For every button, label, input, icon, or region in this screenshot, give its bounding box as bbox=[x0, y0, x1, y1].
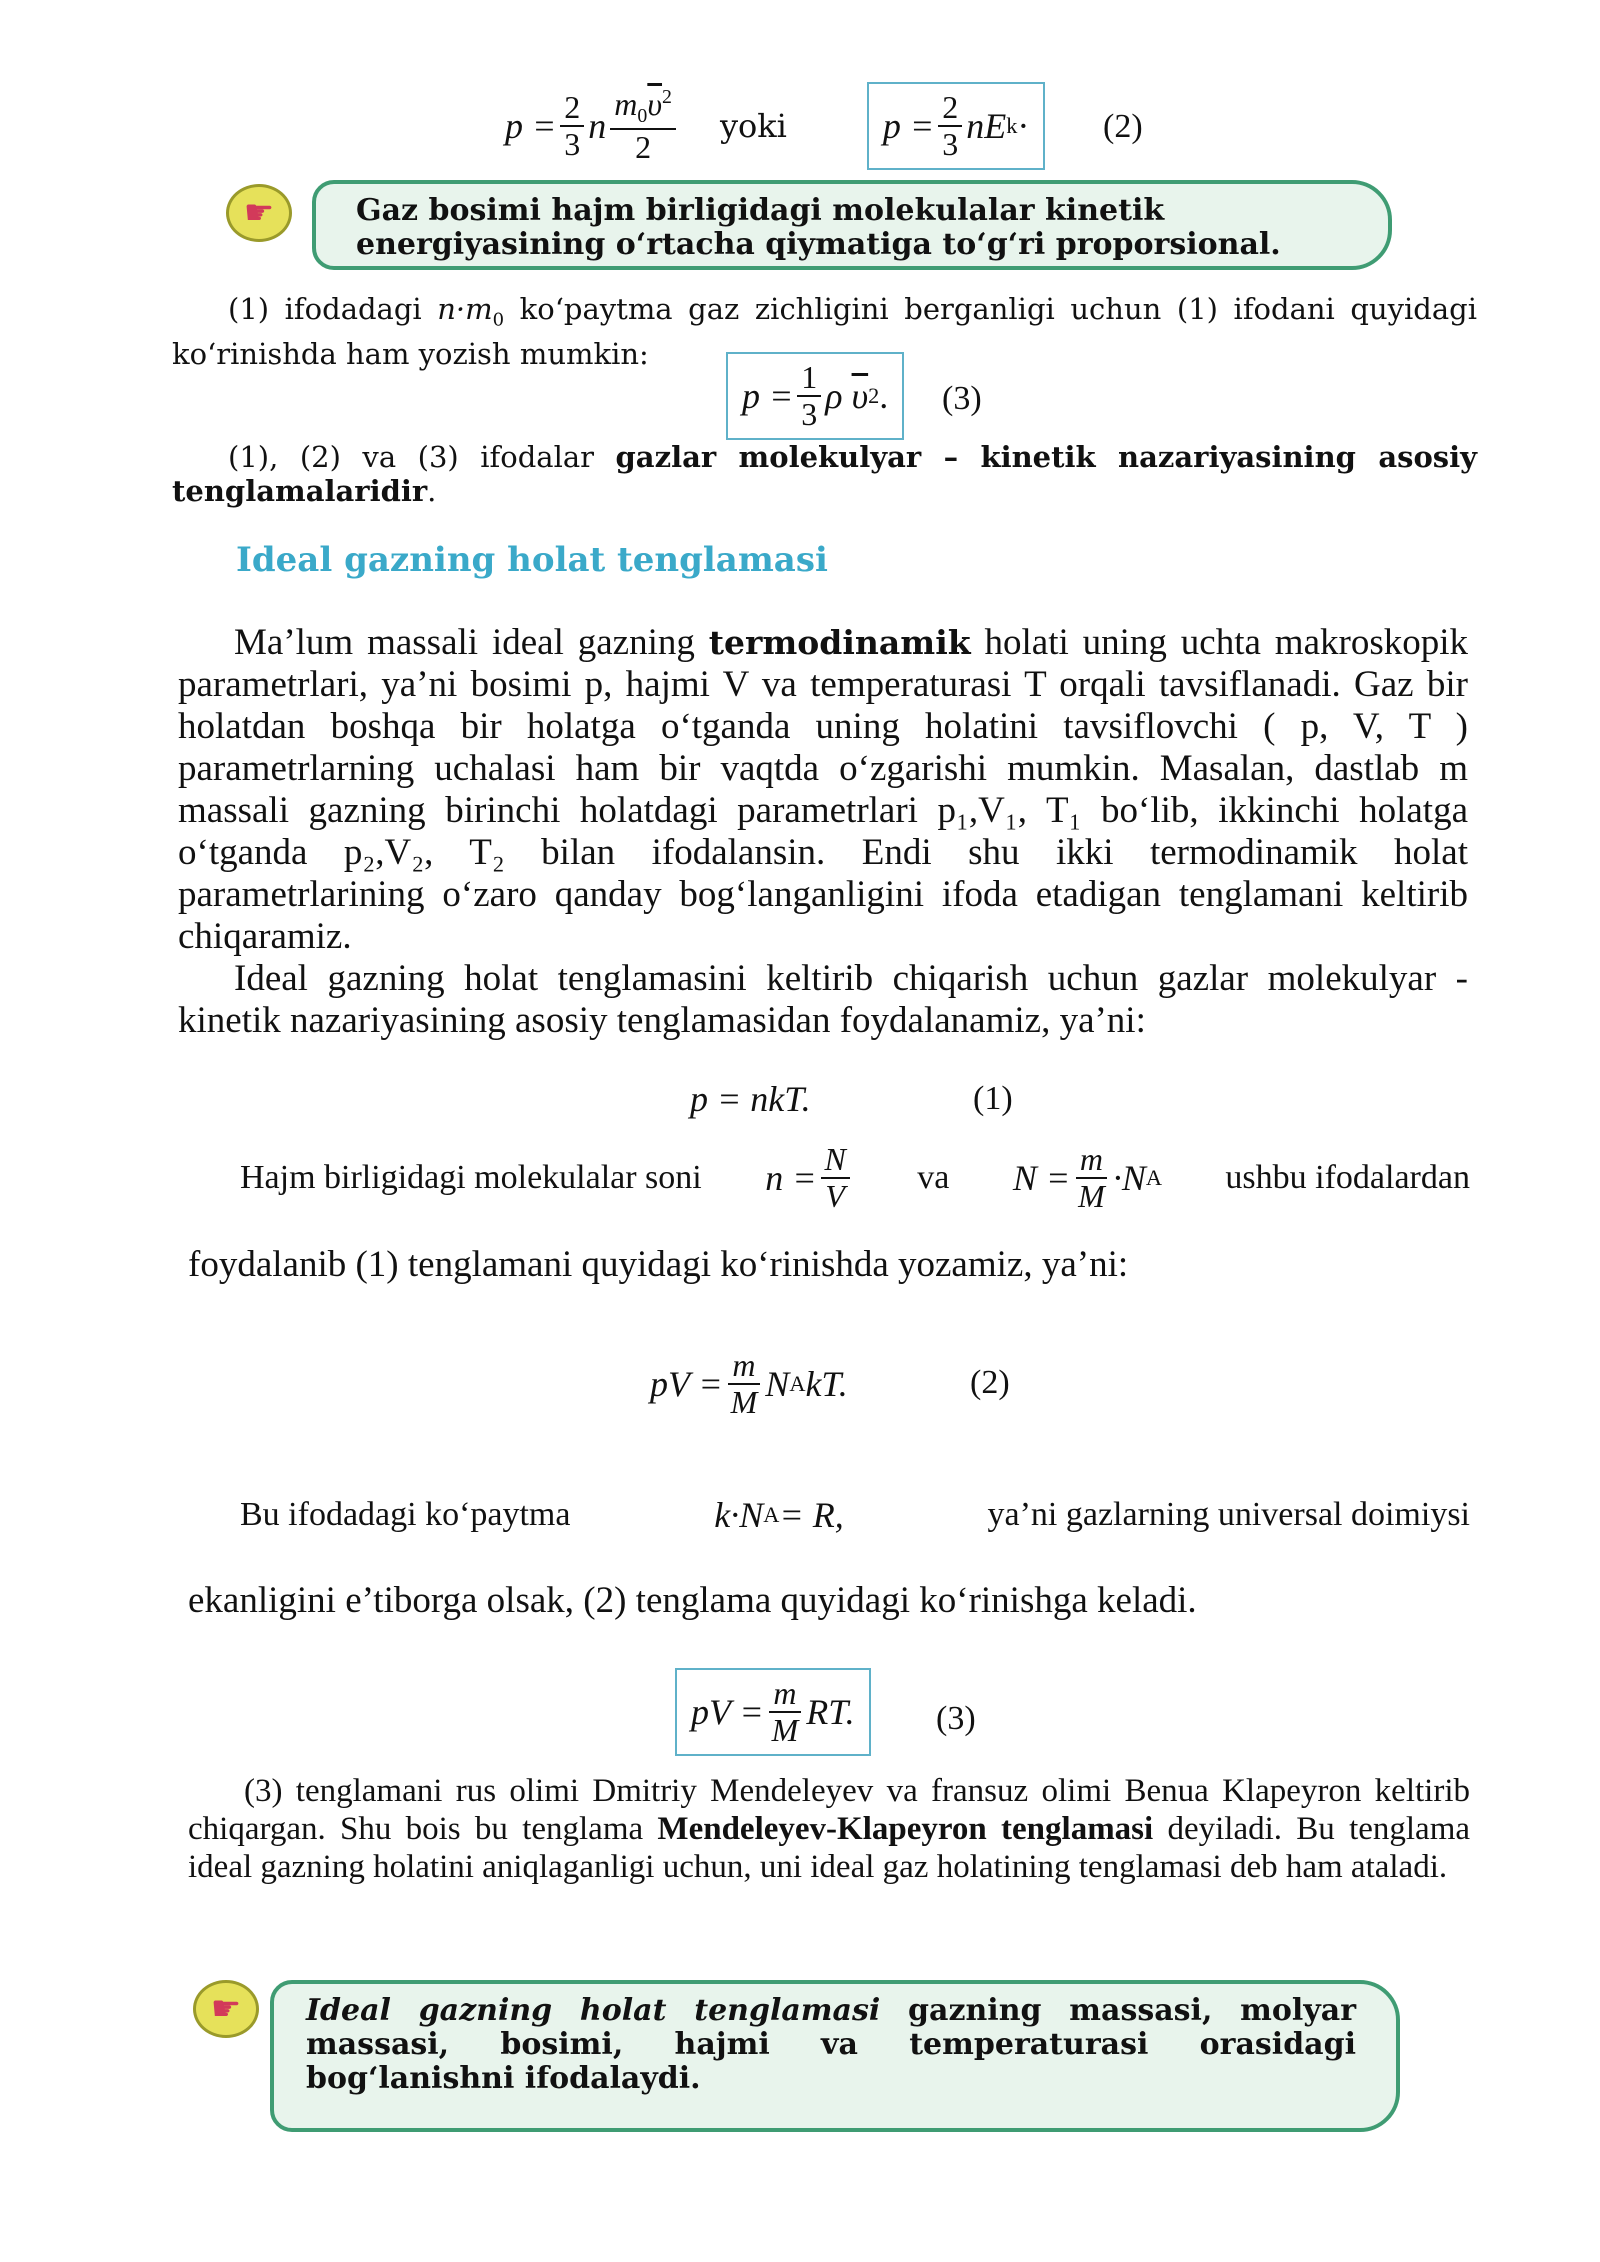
fraction: $\frac{2}{3}$ bbox=[560, 90, 584, 162]
boxed-equation: pV = $\frac{m}{M}$ RT. bbox=[675, 1668, 871, 1756]
paragraph: foydalanib (1) tenglamani quyidagi ko‘rinishda yozamiz, ya’ni: bbox=[188, 1244, 1129, 1285]
pointing-hand-icon: ☛ bbox=[193, 1980, 259, 2038]
equation-pressure-density bbox=[726, 352, 904, 440]
paragraph: (1), (2) va (3) ifodalar gazlar molekulyar – kinetik nazariyasining asosiy tenglamalaridir. bbox=[172, 440, 1477, 508]
equation-number: (2) bbox=[970, 1364, 1010, 1401]
equation-number: (3) bbox=[936, 1700, 976, 1737]
section-heading: Ideal gazning holat tenglamasi bbox=[236, 540, 828, 580]
paragraph: Ma’lum massali ideal gazning termodinamik holati uning uchta makroskopik parametrlari, ya’ni bosimi p, hajmi V va temperaturasi T orqali tavsiflanadi. Gaz bir holatdan boshqa bir holatga o‘tganda uning holatini tavsiflovchi ( p, V, T ) parametrlarning uchalasi ham bir vaqtda o‘zgarishi mumkin. Masalan, dastlab m massali gazning birinchi holatdagi parametrlari p₁,V₁, T₁ bo‘lib, ikkinchi holatga o‘tganda p₂,V₂, T₂ bilan ifodalansin. Endi shu ikki termodinamik holat parametrlarining o‘zaro qanday bog‘langanligini ifoda etadigan tenglamani keltirib chiqaramiz. bbox=[178, 622, 1469, 957]
boxed-equation: p = $\frac{2}{3}$ nE k · bbox=[867, 82, 1045, 170]
paragraph: (1) ifodadagi $n\cdot m_0$ ko‘paytma gaz zichligini berganligi uchun (1) ifodani quyidagi ko‘rinishda ham yozish mumkin: bbox=[172, 292, 1477, 372]
equation-number: (3) bbox=[942, 380, 982, 417]
equation-number: (2) bbox=[1103, 108, 1143, 145]
callout-box: Ideal gazning holat tenglamasi gazning massasi, molyar massasi, bosimi, hajmi va temperaturasi orasidagi bog‘lanishni ifodalaydi. bbox=[270, 1980, 1400, 2132]
pointing-hand-icon: ☛ bbox=[226, 184, 292, 242]
or-word: yoki bbox=[719, 107, 787, 146]
equation-number: (1) bbox=[973, 1080, 1013, 1117]
paragraph: Ideal gazning holat tenglamasini keltirib chiqarish uchun gazlar molekulyar - kinetik nazariyasining asosiy tenglamasidan foydalanamiz, ya’ni: bbox=[178, 958, 1468, 1041]
callout-text: Gaz bosimi hajm birligidagi molekulalar kinetik energiyasining o‘rtacha qiymatiga to‘g‘ri proporsional. bbox=[356, 193, 1281, 262]
equation-pressure-kinetic: p = $\frac{2}{3}$ n $\frac{m_0\overline{\upsilon}^2}{2}$ yoki p = $\frac{2}{3}$ nE k · bbox=[505, 82, 1045, 170]
boxed-equation: p = $\frac{1}{3}$ ρ $\overline{\upsilon}$ 2 . bbox=[726, 352, 904, 440]
paragraph-inline-fractions: Hajm birligidagi molekulalar soni n = $\frac{N}{V}$ va N = $\frac{m}{M}$ ·N A ushbu ifodalardan bbox=[240, 1141, 1470, 1215]
equation-mendeleyev-klapeyron bbox=[675, 1668, 871, 1756]
paragraph-inline-expression: Bu ifodadagi ko‘paytma k·N A = R, ya’ni gazlarning universal doimiysi bbox=[240, 1495, 1470, 1535]
eq-left: p = bbox=[505, 106, 557, 147]
callout-box bbox=[312, 180, 1392, 270]
fraction: $\frac{m_0\overline{\upsilon}^2}{2}$ bbox=[610, 87, 676, 165]
paragraph: (3) tenglamani rus olimi Dmitriy Mendeleyev va fransuz olimi Benua Klapeyron keltirib chiqargan. Shu bois bu tenglama Mendeleyev-Klapeyron tenglamasi deyiladi. Bu tenglama ideal gazning holatini aniqlaganligi uchun, uni ideal gaz holatining tenglamasi deb ham ataladi. bbox=[188, 1773, 1471, 1885]
equation-pV-NAkT: pV = $\frac{m}{M}$ N A kT. bbox=[650, 1347, 848, 1421]
equation-p-nkT: p = nkT. bbox=[690, 1079, 811, 1119]
paragraph: ekanligini e’tiborga olsak, (2) tenglama quyidagi ko‘rinishga keladi. bbox=[188, 1580, 1197, 1621]
